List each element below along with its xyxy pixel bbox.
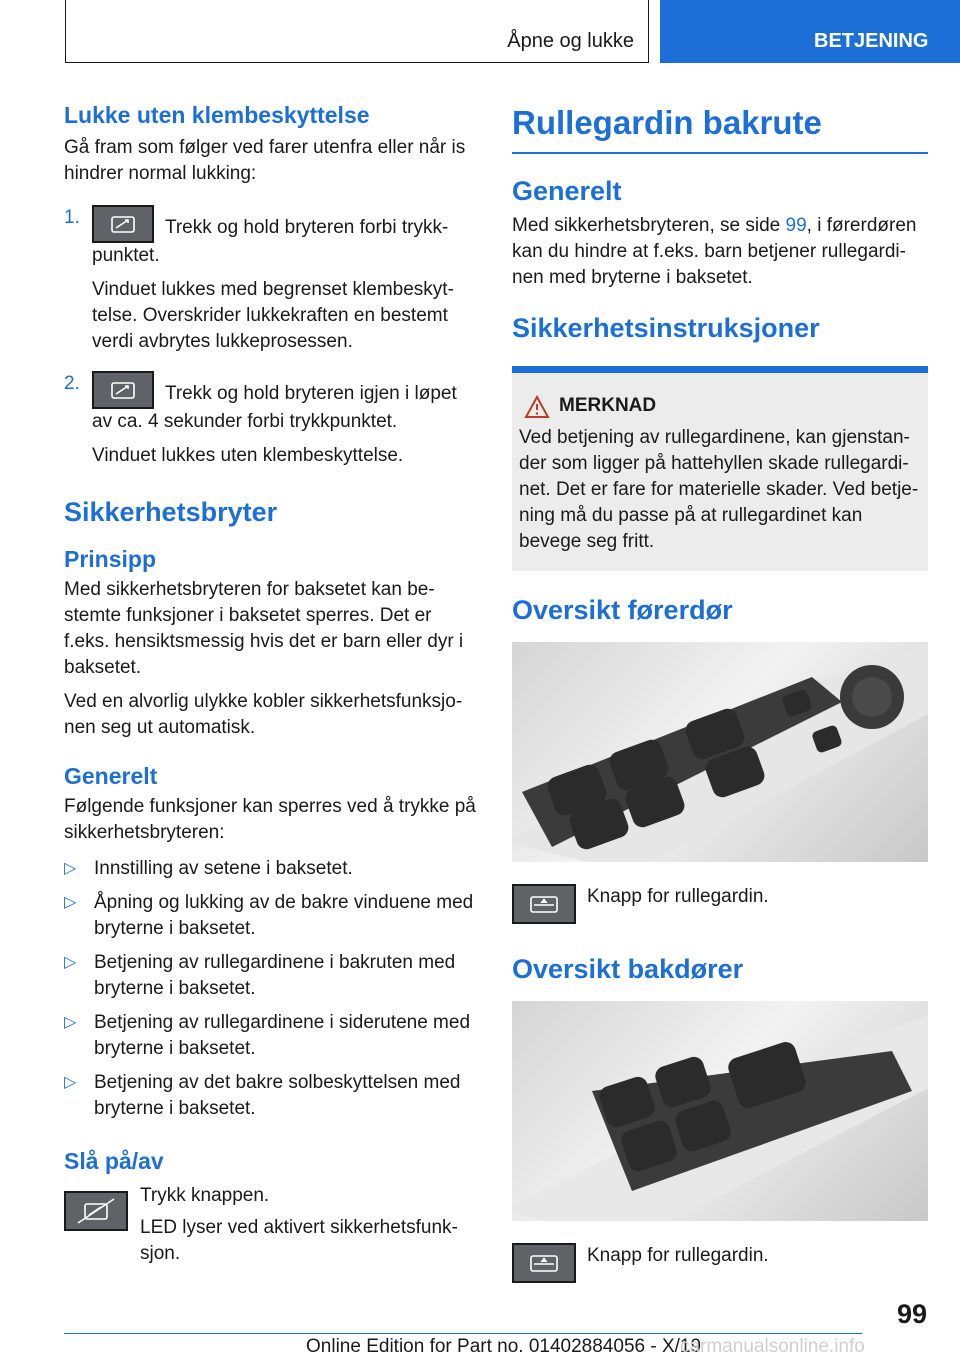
- principle-text-1: Med sikkerhetsbryteren for baksetet kan bestemte funksjoner i baksetet sperres. Det er f.eks. hensiktsmessig hvis det er barn eller dyr i baksetet.: [64, 579, 464, 678]
- heading-rear-blind: Rullegardin bakrute: [512, 104, 822, 141]
- bullet-triangle-icon: ▷: [64, 860, 77, 877]
- rear-legend-text: Knapp for rullegardin.: [587, 1245, 769, 1266]
- general-text-post: , i førerdøren kan du hindre at f.eks. barn betjener rullegardinen med bryterne i baksetet.: [512, 215, 917, 288]
- list-item-text: Betjening av rullegardinene i bakruten med bryterne i baksetet.: [94, 952, 456, 999]
- list-item-text: Åpning og lukking av de bakre vinduene med bryterne i baksetet.: [94, 892, 474, 939]
- page-number: 99: [896, 1299, 927, 1329]
- on-off-block: [64, 1183, 478, 1269]
- notice-box: [512, 366, 928, 571]
- header-chapter-title: BETJENING: [814, 30, 929, 52]
- rear-door-legend: [512, 1243, 928, 1283]
- heading-principle: Prinsipp: [64, 546, 157, 572]
- step-1-note: Vinduet lukkes med begrenset klembeskyttelse. Overskrider lukkekraften en bestemt verdi avbrytes lukkeprosessen.: [92, 279, 454, 352]
- rear-blind-button-icon: [512, 1243, 576, 1283]
- page-reference-link[interactable]: 99: [785, 215, 807, 236]
- title-rule: [512, 152, 928, 154]
- safety-switch-icon: [64, 1191, 128, 1231]
- principle-text-2: Ved en alvorlig ulykke kobler sikkerhetsfunksjonen seg ut automatisk.: [64, 691, 463, 738]
- heading-safety-instructions: Sikkerhetsinstruksjoner: [512, 313, 820, 343]
- driver-door-legend: [512, 884, 928, 924]
- step-1: [64, 205, 478, 269]
- window-switch-icon: [92, 205, 154, 243]
- step-2-text: Trekk og hold bryteren igjen i løpet av ca. 4 sekunder forbi trykkpunktet.: [92, 383, 457, 432]
- rear-blind-button-icon: [512, 884, 576, 924]
- notice-top-bar: [512, 366, 928, 373]
- footer-watermark: carmanualsonline.info: [680, 1336, 865, 1357]
- list-item-text: Innstilling av setene i baksetet.: [94, 858, 353, 879]
- general-text-left: Følgende funksjoner kan sperres ved å trykke på sikkerhetsbryteren:: [64, 796, 476, 843]
- window-switch-icon: [92, 371, 154, 409]
- list-item: [64, 856, 478, 882]
- step-1-text: Trekk og hold bryteren forbi trykkpunktet.: [92, 217, 449, 266]
- right-column: [512, 100, 928, 1283]
- heading-close-without-protection: Lukke uten klembeskyttelse: [64, 102, 370, 128]
- general-text-right: [512, 213, 928, 291]
- step-1-number: 1.: [64, 207, 80, 228]
- footer-rule: [64, 1333, 862, 1334]
- heading-general-right: Generelt: [512, 176, 622, 206]
- rear-door-switches-image: [512, 1001, 928, 1221]
- list-item: [64, 1070, 478, 1122]
- lockable-functions-list: [64, 856, 478, 1122]
- driver-door-switches-image: [512, 642, 928, 862]
- bullet-triangle-icon: ▷: [64, 954, 77, 971]
- step-2-number: 2.: [64, 373, 80, 394]
- bullet-triangle-icon: ▷: [64, 1074, 77, 1091]
- header-section-title: Åpne og lukke: [507, 30, 634, 52]
- notice-text: Ved betjening av rullegardinene, kan gjenstander som ligger på hattehyllen skade rullegardinet. Det er fare for materielle skader. Ved betjening må du passe på at rullegardinet kan bevege seg fritt.: [519, 427, 919, 552]
- bullet-triangle-icon: ▷: [64, 894, 77, 911]
- left-column: [64, 100, 478, 1269]
- list-item-text: Betjening av rullegardinene i siderutene med bryterne i baksetet.: [94, 1012, 471, 1059]
- close-intro-text: Gå fram som følger ved farer utenfra eller når is hindrer normal lukking:: [64, 137, 466, 184]
- list-item-text: Betjening av det bakre solbeskyttelsen med bryterne i baksetet.: [94, 1072, 461, 1119]
- heading-general-left: Generelt: [64, 763, 158, 789]
- footer-edition-text: Online Edition for Part no. 01402884056 - X/19: [306, 1336, 702, 1357]
- header-chapter-tab[interactable]: [660, 0, 960, 63]
- header-section-box: [65, 0, 649, 63]
- bullet-triangle-icon: ▷: [64, 1014, 77, 1031]
- heading-driver-door-overview: Oversikt førerdør: [512, 595, 733, 625]
- step-2-note: Vinduet lukkes uten klembeskyttelse.: [92, 445, 404, 466]
- on-off-text-1: Trykk knappen.: [140, 1185, 270, 1206]
- driver-legend-text: Knapp for rullegardin.: [587, 886, 769, 907]
- on-off-text-2: LED lyser ved aktivert sikkerhetsfunksjon.: [140, 1217, 458, 1264]
- notice-title: MERKNAD: [559, 395, 657, 416]
- heading-safety-switch: Sikkerhetsbryter: [64, 497, 278, 527]
- general-text-pre: Med sikkerhetsbryteren, se side: [512, 215, 786, 236]
- warning-triangle-icon: [524, 395, 550, 419]
- heading-rear-doors-overview: Oversikt bakdører: [512, 954, 744, 984]
- list-item: [64, 950, 478, 1002]
- list-item: [64, 1010, 478, 1062]
- heading-on-off: Slå på/av: [64, 1148, 164, 1174]
- step-2: [64, 371, 478, 435]
- notice-body: [512, 373, 928, 571]
- list-item: [64, 890, 478, 942]
